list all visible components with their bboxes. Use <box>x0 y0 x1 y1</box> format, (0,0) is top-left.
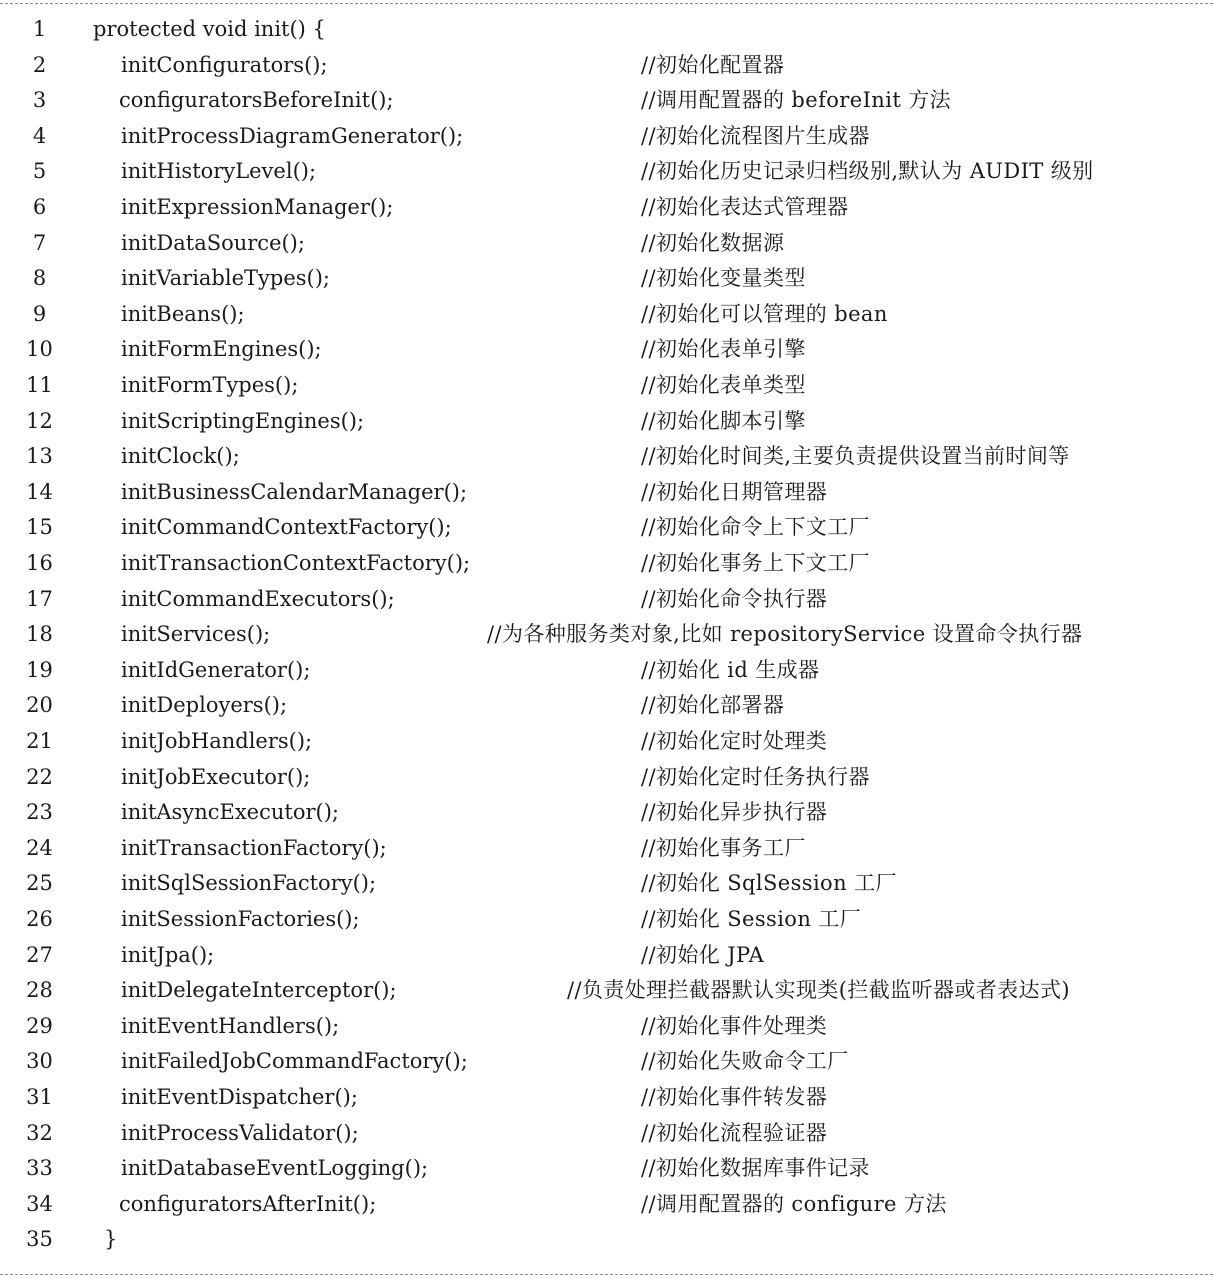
code-comment: //初始化表单引擎 <box>641 337 806 362</box>
code-comment: //初始化事件处理类 <box>641 1013 828 1038</box>
line-number: 4 <box>32 123 47 148</box>
code-comment: //初始化异步执行器 <box>641 800 828 825</box>
line-number: 3 <box>32 88 47 113</box>
code-statement: initEventHandlers(); <box>121 1013 340 1038</box>
code-line <box>0 261 1213 297</box>
top-dashed-rule <box>0 3 1213 4</box>
code-comment: //初始化数据源 <box>641 230 785 255</box>
code-comment: //初始化 SqlSession 工厂 <box>641 871 897 896</box>
code-line <box>0 1009 1213 1045</box>
line-number: 35 <box>26 1227 53 1252</box>
line-number: 12 <box>26 408 53 433</box>
code-line <box>0 190 1213 226</box>
code-comment: //初始化表单类型 <box>641 373 806 397</box>
line-number: 20 <box>26 693 53 718</box>
code-comment: //初始化可以管理的 bean <box>641 301 888 326</box>
code-comment: //初始化 id 生成器 <box>641 657 820 682</box>
code-comment: //初始化事务上下文工厂 <box>641 551 870 575</box>
code-statement: initCommandExecutors(); <box>121 586 395 611</box>
line-number: 9 <box>32 301 47 326</box>
code-comment: //初始化历史记录归档级别,默认为 AUDIT 级别 <box>641 159 1094 184</box>
code-comment: //初始化流程图片生成器 <box>641 123 870 148</box>
code-line <box>0 760 1213 796</box>
code-line <box>0 1187 1213 1223</box>
line-number: 6 <box>32 195 47 219</box>
line-number: 13 <box>26 444 53 469</box>
line-number: 17 <box>26 586 53 611</box>
code-comment: //初始化定时任务执行器 <box>641 764 870 789</box>
code-statement: initFormEngines(); <box>121 337 322 362</box>
code-comment: //初始化变量类型 <box>641 266 806 291</box>
code-statement: initFormTypes(); <box>121 373 299 397</box>
code-line <box>0 724 1213 760</box>
line-number: 18 <box>26 622 53 647</box>
code-comment: //调用配置器的 beforeInit 方法 <box>641 88 952 113</box>
code-comment: //初始化脚本引擎 <box>641 408 806 433</box>
code-statement: initIdGenerator(); <box>121 657 311 682</box>
code-line <box>0 653 1213 689</box>
line-number: 5 <box>32 159 47 184</box>
line-number: 7 <box>32 230 47 255</box>
line-number: 26 <box>26 907 53 931</box>
code-line <box>0 83 1213 119</box>
line-number: 31 <box>26 1085 53 1109</box>
code-line <box>0 332 1213 368</box>
code-listing <box>0 12 1213 1268</box>
line-number: 16 <box>26 551 53 575</box>
code-statement: initClock(); <box>121 444 240 469</box>
code-line <box>0 902 1213 938</box>
code-comment: //初始化部署器 <box>641 693 785 718</box>
line-number: 10 <box>26 337 53 362</box>
code-comment: //初始化事务工厂 <box>641 835 806 860</box>
line-number: 34 <box>26 1191 53 1216</box>
line-number: 1 <box>32 17 47 41</box>
code-statement: initProcessDiagramGenerator(); <box>121 123 464 148</box>
line-number: 29 <box>26 1013 53 1038</box>
code-line <box>0 1151 1213 1187</box>
code-statement: initSqlSessionFactory(); <box>121 871 377 896</box>
code-comment: //负责处理拦截器默认实现类(拦截监听器或者表达式) <box>567 978 1070 1003</box>
line-number: 21 <box>26 729 53 753</box>
code-line <box>0 404 1213 440</box>
code-statement: initSessionFactories(); <box>121 907 360 931</box>
code-line <box>0 546 1213 582</box>
code-comment: //初始化日期管理器 <box>641 479 828 504</box>
code-comment: //为各种服务类对象,比如 repositoryService 设置命令执行器 <box>487 622 1083 647</box>
bottom-dashed-rule <box>0 1274 1213 1275</box>
code-line <box>0 510 1213 546</box>
line-number: 30 <box>26 1049 53 1074</box>
code-statement: initScriptingEngines(); <box>121 408 365 433</box>
code-statement: initDelegateInterceptor(); <box>121 978 397 1003</box>
code-comment: //初始化失败命令工厂 <box>641 1049 849 1074</box>
code-line <box>0 688 1213 724</box>
line-number: 22 <box>26 764 53 789</box>
code-comment: //初始化定时处理类 <box>641 729 828 753</box>
code-line <box>0 12 1213 48</box>
code-line <box>0 973 1213 1009</box>
code-line <box>0 154 1213 190</box>
line-number: 24 <box>26 835 53 860</box>
code-comment: //初始化 JPA <box>641 942 765 967</box>
code-comment: //初始化流程验证器 <box>641 1120 828 1145</box>
code-statement: initTransactionFactory(); <box>121 835 387 860</box>
code-statement: initDataSource(); <box>121 230 305 255</box>
code-statement: initJpa(); <box>121 942 215 967</box>
code-statement: initCommandContextFactory(); <box>121 515 452 540</box>
code-statement: initJobExecutor(); <box>121 764 311 789</box>
code-comment: //初始化表达式管理器 <box>641 195 849 219</box>
line-number: 25 <box>26 871 53 896</box>
code-statement: } <box>104 1227 118 1252</box>
code-comment: //初始化时间类,主要负责提供设置当前时间等 <box>641 444 1070 469</box>
code-line <box>0 617 1213 653</box>
code-line <box>0 48 1213 84</box>
code-comment: //初始化 Session 工厂 <box>641 907 862 931</box>
code-statement: initServices(); <box>121 622 271 647</box>
code-line <box>0 1222 1213 1258</box>
code-comment: //初始化命令上下文工厂 <box>641 515 870 540</box>
code-line <box>0 938 1213 974</box>
code-line <box>0 368 1213 404</box>
line-number: 14 <box>26 479 53 504</box>
line-number: 33 <box>26 1156 53 1181</box>
code-statement: initDatabaseEventLogging(); <box>121 1156 429 1181</box>
line-number: 2 <box>32 52 47 77</box>
code-statement: initJobHandlers(); <box>121 729 313 753</box>
line-number: 8 <box>32 266 47 291</box>
code-statement: initHistoryLevel(); <box>121 159 317 184</box>
code-comment: //初始化事件转发器 <box>641 1085 828 1109</box>
line-number: 11 <box>26 373 53 397</box>
code-line <box>0 119 1213 155</box>
code-statement: configuratorsAfterInit(); <box>119 1191 377 1216</box>
code-comment: //初始化配置器 <box>641 52 785 77</box>
code-statement: initBeans(); <box>121 301 245 326</box>
code-statement: initConfigurators(); <box>121 52 328 77</box>
code-line <box>0 582 1213 618</box>
code-line <box>0 831 1213 867</box>
code-statement: initExpressionManager(); <box>121 195 394 219</box>
code-line <box>0 475 1213 511</box>
line-number: 28 <box>26 978 53 1003</box>
code-line <box>0 439 1213 475</box>
code-statement: initVariableTypes(); <box>121 266 330 291</box>
code-statement: protected void init() { <box>93 17 326 41</box>
code-statement: initEventDispatcher(); <box>121 1085 358 1109</box>
code-comment: //调用配置器的 configure 方法 <box>641 1191 947 1216</box>
line-number: 19 <box>26 657 53 682</box>
code-line <box>0 1080 1213 1116</box>
line-number: 15 <box>26 515 53 540</box>
code-statement: initFailedJobCommandFactory(); <box>121 1049 468 1074</box>
code-line <box>0 297 1213 333</box>
code-comment: //初始化数据库事件记录 <box>641 1156 870 1181</box>
code-line <box>0 866 1213 902</box>
code-line <box>0 795 1213 831</box>
code-line <box>0 1116 1213 1152</box>
code-comment: //初始化命令执行器 <box>641 586 828 611</box>
code-statement: initAsyncExecutor(); <box>121 800 339 825</box>
code-statement: initDeployers(); <box>121 693 288 718</box>
line-number: 32 <box>26 1120 53 1145</box>
line-number: 27 <box>26 942 53 967</box>
code-line <box>0 226 1213 262</box>
line-number: 23 <box>26 800 53 825</box>
code-statement: configuratorsBeforeInit(); <box>119 88 394 113</box>
code-statement: initTransactionContextFactory(); <box>121 551 471 575</box>
code-statement: initProcessValidator(); <box>121 1120 359 1145</box>
code-statement: initBusinessCalendarManager(); <box>121 479 468 504</box>
code-line <box>0 1044 1213 1080</box>
